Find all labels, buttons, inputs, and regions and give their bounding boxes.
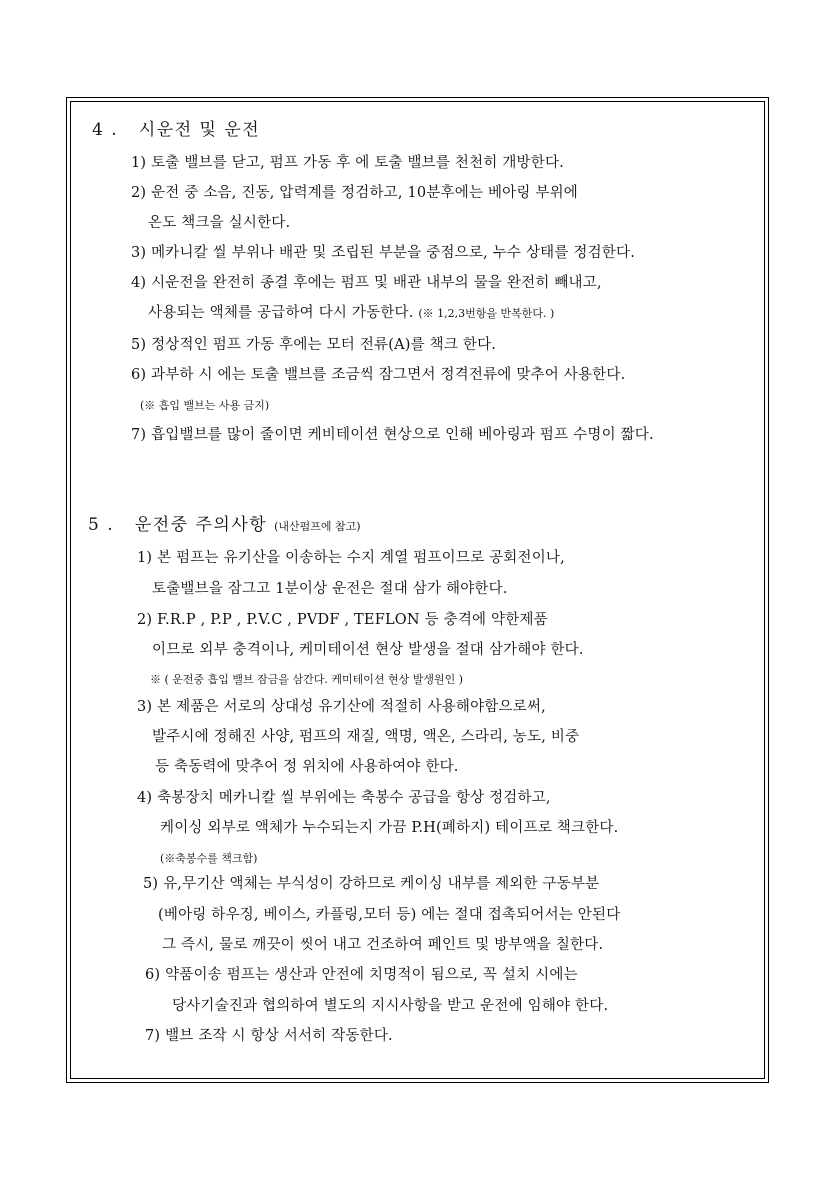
section5-item-4: 4) 축봉장치 메카니칼 씰 부위에는 축봉수 공급을 항상 정검하고, [137,790,551,806]
section5-item-3-cont-1: 발주시에 정해진 사양, 펌프의 재질, 액명, 액온, 스라리, 농도, 비중 [152,729,580,745]
section4-item-7: 7) 흡입밸브를 많이 줄이면 케비테이션 현상으로 인해 베아링과 펌프 수명이 짧다. [131,427,654,443]
section5-item-4-note: (※축봉수를 책크함) [160,852,258,865]
section5-item-7: 7) 밸브 조작 시 항상 서서히 작동한다. [145,1028,393,1044]
section5-item-1: 1) 본 펌프는 유기산을 이송하는 수지 계열 펌프이므로 공회전이나, [137,550,565,566]
section4-item-6: 6) 과부하 시 에는 토출 밸브를 조금씩 잠그면서 정격전류에 맞추어 사용한다. [131,367,626,383]
section4-heading [92,120,260,140]
section5-item-5: 5) 유,무기산 액체는 부식성이 강하므로 케이싱 내부를 제외한 구동부분 [143,876,600,892]
section5-item-6: 6) 약품이송 펌프는 생산과 안전에 치명적이 됨으로, 꼭 설치 시에는 [145,967,578,983]
section4-item-4-cont [148,303,554,324]
section5-subtitle: (내산펌프에 참고) [274,520,361,533]
section4-title: 시운전 및 운전 [138,120,261,140]
section5-item-5-cont-2: 그 즉시, 물로 깨끗이 씻어 내고 건조하여 페인트 및 방부액을 칠한다. [162,937,604,953]
section5-number: 5 . [88,515,115,535]
section4-item-5: 5) 정상적인 펌프 가동 후에는 모터 전류(A)를 책크 한다. [131,337,497,353]
section5-item-3: 3) 본 제품은 서로의 상대성 유기산에 적절히 사용해야함으로써, [137,699,546,715]
section5-item-1-cont: 토출밸브을 잠그고 1분이상 운전은 절대 삼가 해야한다. [152,581,508,597]
section4-item-4: 4) 시운전을 완전히 종결 후에는 펌프 및 배관 내부의 물을 완전히 빼내고, [131,275,602,291]
section4-item-2-cont: 온도 책크을 실시한다. [148,215,291,231]
section5-item-4-cont: 케이싱 외부로 액체가 누수되는지 가끔 P.H(폐하지) 테이프로 책크한다. [160,820,619,836]
section5-item-5-cont-1: (베아링 하우징, 베이스, 카플링,모터 등) 에는 절대 접촉되어서는 안된다 [158,907,621,923]
section4-item-4-note: (※ 1,2,3번항을 반복한다. ) [418,307,555,320]
section4-item-2: 2) 운전 중 소음, 진동, 압력계를 정검하고, 10분후에는 베아링 부위에 [131,185,579,201]
section4-item-1: 1) 토출 밸브를 닫고, 펌프 가동 후 에 토출 밸브를 천천히 개방한다. [131,155,564,171]
section4-item-6-note: (※ 흡입 밸브는 사용 금지) [140,399,270,412]
section5-title: 운전중 주의사항 [134,515,268,535]
section5-heading [88,515,361,537]
section4-number: 4 . [92,120,119,140]
section5-item-2-cont: 이므로 외부 충격이나, 케미테이션 현상 발생을 절대 삼가해야 한다. [152,642,584,658]
section5-item-3-cont-2: 등 축동력에 맞추어 정 위치에 사용하여야 한다. [155,759,459,775]
section5-item-2-note: ※ ( 운전중 흡입 밸브 잠금을 삼간다. 케미테이션 현상 발생원인 ) [150,673,464,686]
section5-item-6-cont: 당사기술진과 협의하여 별도의 지시사항을 받고 운전에 임해야 한다. [172,998,609,1014]
section5-item-2: 2) F.R.P , P.P , P.V.C , PVDF , TEFLON 등 충격에 약한제품 [137,612,548,628]
section4-item-3: 3) 메카니칼 씰 부위나 배관 및 조립된 부분을 중점으로, 누수 상태를 정검한다. [131,245,636,261]
section4-item-4-cont-text: 사용되는 액체를 공급하여 다시 가동한다. [148,305,414,321]
